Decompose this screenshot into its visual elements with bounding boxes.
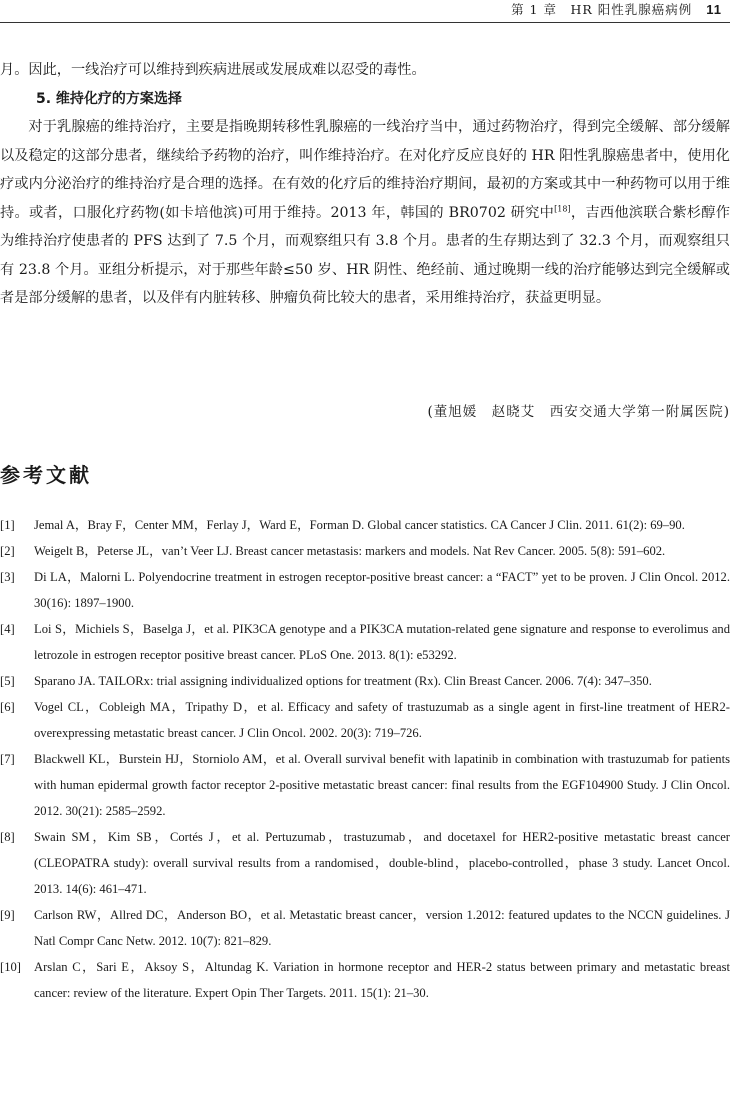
reference-text: Vogel CL，Cobleigh MA，Tripathy D，et al. Efficacy and safety of trastuzumab as a single agent in first-line treatment of HER2-overexpressing metastatic breast cancer. J Clin Oncol. 2002. 20(3): 719–726.: [34, 700, 730, 740]
reference-item: [0, 694, 730, 746]
paragraph-2: [0, 113, 730, 313]
reference-item: [0, 902, 730, 954]
reference-text: Weigelt B，Peterse JL，van’t Veer LJ. Breast cancer metastasis: markers and models. Nat Rev Cancer. 2005. 5(8): 591–602.: [34, 544, 666, 558]
paragraph-2-part-b: ，吉西他滨联合紫杉醇作为维持治疗使患者的 PFS 达到了 7.5 个月，而观察组只有 3.8 个月。患者的生存期达到了 32.3 个月，而观察组只有 23.8 个月。亚组分析提示，对于那些年龄≤50 岁、HR 阴性、绝经前、通过晚期一线的治疗能够达到完全缓解或者是部分缓解的患者，以及伴有内脏转移、肿瘤负荷比较大的患者，采用维持治疗，获益更明显。: [0, 204, 730, 306]
reference-number: [4]: [0, 622, 15, 636]
reference-text: Arslan C，Sari E，Aksoy S，Altundag K. Variation in hormone receptor and HER-2 status between primary and metastatic breast cancer: review of the literature. Expert Opin Ther Targets. 2011. 15(1): 21–30.: [34, 960, 730, 1000]
reference-list: [0, 512, 730, 1006]
reference-item: [0, 746, 730, 824]
reference-text: Carlson RW，Allred DC，Anderson BO，et al. Metastatic breast cancer，version 1.2012: featured updates to the NCCN guidelines. J Natl Compr Canc Netw. 2012. 10(7): 821–829.: [34, 908, 730, 948]
references-title: 参考文献: [0, 463, 92, 487]
reference-number: [3]: [0, 570, 15, 584]
running-header: [0, 0, 730, 23]
author-affiliation: (董旭媛 赵晓艾 西安交通大学第一附属医院): [427, 404, 730, 420]
reference-item: [0, 512, 730, 538]
reference-item: [0, 616, 730, 668]
reference-text: Jemal A，Bray F，Center MM，Ferlay J，Ward E，Forman D. Global cancer statistics. CA Cancer J Clin. 2011. 61(2): 69–90.: [34, 518, 685, 532]
reference-item: [0, 538, 730, 564]
reference-item: [0, 954, 730, 1006]
page-number: 11: [706, 2, 722, 17]
reference-item: [0, 564, 730, 616]
reference-number: [2]: [0, 544, 15, 558]
chapter-title: 第 1 章 HR 阳性乳腺癌病例: [511, 2, 693, 17]
reference-text: Di LA，Malorni L. Polyendocrine treatment in estrogen receptor-positive breast cancer: a “FACT” yet to be proven. J Clin Oncol. 2012. 30(16): 1897–1900.: [34, 570, 730, 610]
reference-number: [9]: [0, 908, 15, 922]
reference-item: [0, 824, 730, 902]
citation-18: [18]: [554, 203, 571, 213]
reference-item: [0, 668, 730, 694]
reference-text: Blackwell KL，Burstein HJ，Storniolo AM，et al. Overall survival benefit with lapatinib in combination with trastuzumab for patients with human epidermal growth factor receptor 2-positive metastatic breast cancer: final results from the EGF104900 Study. J Clin Oncol. 2012. 30(21): 2585–2592.: [34, 752, 730, 818]
reference-number: [8]: [0, 830, 15, 844]
reference-text: Loi S，Michiels S，Baselga J，et al. PIK3CA genotype and a PIK3CA mutation-related gene signature and response to everolimus and letrozole in estrogen receptor positive breast cancer. PLoS One. 2013. 8(1): e53292.: [34, 622, 730, 662]
reference-number: [10]: [0, 960, 21, 974]
section-heading: 5. 维持化疗的方案选择: [36, 90, 182, 107]
reference-number: [7]: [0, 752, 15, 766]
reference-text: Sparano JA. TAILORx: trial assigning individualized options for treatment (Rx). Clin Breast Cancer. 2006. 7(4): 347–350.: [34, 674, 652, 688]
reference-text: Swain SM，Kim SB，Cortés J，et al. Pertuzumab，trastuzumab，and docetaxel for HER2-positive metastatic breast cancer (CLEOPATRA study): overall survival results from a randomised，double-blind，placebo-controlled，phase 3 study. Lancet Oncol. 2013. 14(6): 461–471.: [34, 830, 730, 896]
paragraph-2-part-a: 对于乳腺癌的维持治疗，主要是指晚期转移性乳腺癌的一线治疗当中，通过药物治疗，得到完全缓解、部分缓解以及稳定的这部分患者，继续给予药物的治疗，叫作维持治疗。在对化疗反应良好的 HR 阳性乳腺癌患者中，使用化疗或内分泌治疗的维持治疗是合理的选择。在有效的化疗后的维持治疗期间，最初的方案或其中一种药物可以用于维持。或者，口服化疗药物(如卡培他滨)可用于维持。2013 年，韩国的 BR0702 研究中: [0, 119, 730, 221]
body-text: [0, 56, 730, 313]
paragraph-1: 月。因此，一线治疗可以维持到疾病进展或发展成难以忍受的毒性。: [0, 62, 426, 78]
reference-number: [1]: [0, 518, 15, 532]
reference-number: [6]: [0, 700, 15, 714]
reference-number: [5]: [0, 674, 15, 688]
